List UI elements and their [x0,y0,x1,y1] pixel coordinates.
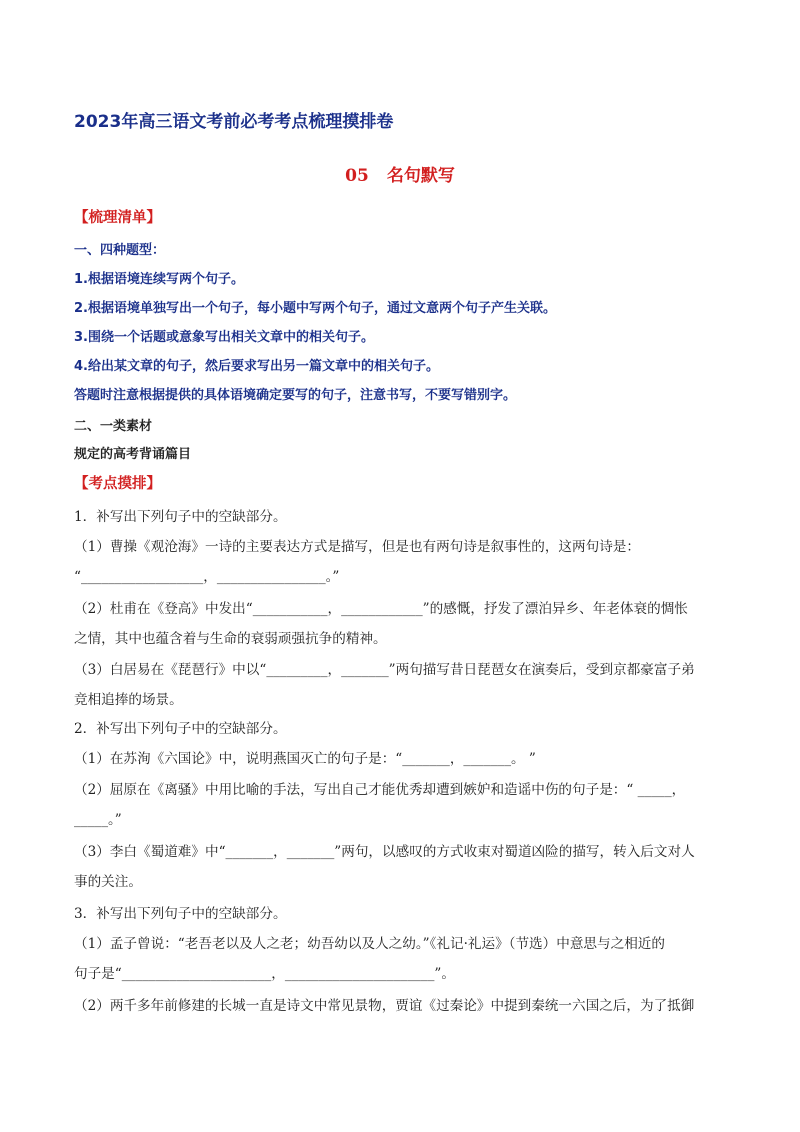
question-type-item: 3.围绕一个话题或意象写出相关文章中的相关句子。 [74,330,374,345]
material-heading: 二、一类素材 [74,419,153,434]
question-part-continued: 之情，其中也蕴含着与生命的衰弱顽强抗争的精神。 [74,631,387,647]
question-part-continued: 事的关注。 [74,874,142,890]
question-part: （1）孟子曾说：“老吾老以及人之老；幼吾幼以及人之幼。”《礼记·礼运》（节选）中意思与之相近的 [74,936,665,952]
answer-blank-line: “__________________，________________。” [74,569,340,585]
question-stem: 3．补写出下列句子中的空缺部分。 [74,906,287,922]
exam-section-label: 【考点摸排】 [74,476,161,492]
section-name: 名句默写 [386,166,455,186]
question-type-item: 2.根据语境单独写出一个句子，每小题中写两个句子，通过文意两个句子产生关联。 [74,301,556,316]
question-type-item: 1.根据语境连续写两个句子。 [74,272,244,287]
question-part: （2）杜甫在《登高》中发出“___________，____________”的感慨，抒发了漂泊异乡、年老体衰的惆怅 [74,601,688,617]
question-part: （3）白居易在《琵琶行》中以“_________，_______”两句描写昔日琵琶女在演奏后，受到京都豪富子弟 [74,662,695,678]
question-part-continued: 竞相追捧的场景。 [74,692,183,708]
document-title: 2023年高三语文考前必考考点梳理摸排卷 [74,112,394,132]
question-part: （2）两千多年前修建的长城一直是诗文中常见景物，贾谊《过秦论》中提到秦统一六国之后，为了抵御 [74,998,695,1014]
question-part: （3）李白《蜀道难》中“_______，_______”两句，以感叹的方式收束对蜀道凶险的描写，转入后文对人 [74,844,695,860]
question-stem: 1．补写出下列句子中的空缺部分。 [74,509,287,525]
answer-note: 答题时注意根据提供的具体语境确定要写的句子，注意书写，不要写错别字。 [74,388,517,403]
question-part-continued: _____。” [74,812,122,828]
question-stem: 2．补写出下列句子中的空缺部分。 [74,721,287,737]
question-part-continued: 句子是“______________________，______________________”。 [74,966,455,982]
question-part: （1）曹操《观沧海》一诗的主要表达方式是描写，但是也有两句诗是叙事性的，这两句诗是： [74,539,640,555]
section-heading [0,161,800,186]
question-type-item: 4.给出某文章的句子，然后要求写出另一篇文章中的相关句子。 [74,359,439,374]
question-part: （1）在苏洵《六国论》中，说明燕国灭亡的句子是：“_______，_______。 ” [74,751,536,767]
section-number: 05 [345,166,369,186]
question-types-heading: 一、四种题型： [74,243,166,258]
material-subheading: 规定的高考背诵篇目 [74,447,192,462]
question-part: （2）屈原在《离骚》中用比喻的手法，写出自己才能优秀却遭到嫉妒和造谣中伤的句子是：“ _____， [74,782,686,798]
review-list-label: 【梳理清单】 [74,210,161,226]
